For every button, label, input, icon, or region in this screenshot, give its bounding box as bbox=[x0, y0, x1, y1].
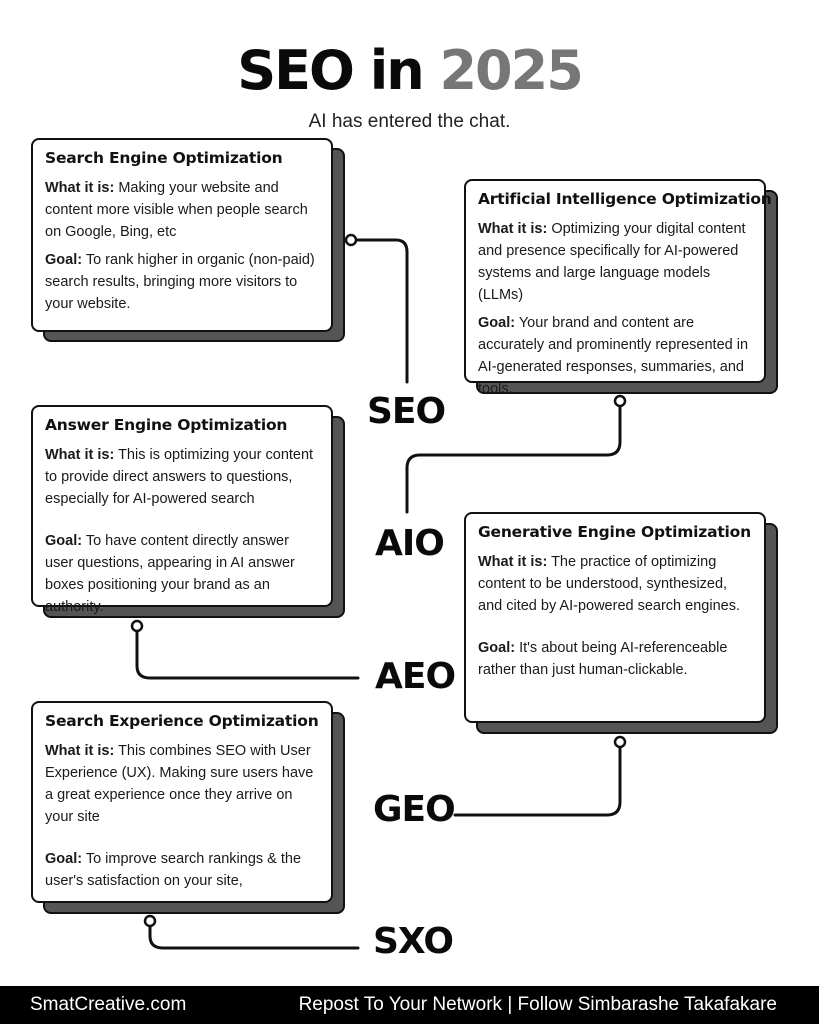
connector-aeo bbox=[137, 626, 358, 678]
aio-goal-label: Goal: bbox=[478, 315, 516, 331]
seo-card-goal bbox=[45, 249, 319, 315]
geo-goal-label: Goal: bbox=[478, 640, 516, 656]
aeo-card-title: Answer Engine Optimization bbox=[45, 416, 288, 434]
seo-what-text: Making your website and content more visible when people search on Google, Bing, etc bbox=[45, 180, 308, 240]
sxo-what-text: This combines SEO with User Experience (UX). Making sure users have a great experience once they arrive on your site bbox=[45, 743, 314, 825]
seo-card-title: Search Engine Optimization bbox=[45, 149, 283, 167]
seo-goal-text: To rank higher in organic (non-paid) search results, bringing more visitors to your website. bbox=[45, 252, 315, 312]
seo-goal-label: Goal: bbox=[45, 252, 83, 268]
aeo-what-text: This is optimizing your content to provide direct answers to questions, especially for AI-powered search bbox=[45, 447, 314, 507]
aeo-goal-text: To have content directly answer user questions, appearing in AI answer boxes positioning your brand as an authority. bbox=[45, 533, 295, 615]
geo-card bbox=[464, 512, 766, 723]
aeo-card-what bbox=[45, 444, 319, 510]
seo-card-what bbox=[45, 177, 319, 243]
acronym-geo: GEO bbox=[373, 789, 455, 830]
aio-card-goal bbox=[478, 312, 752, 400]
aio-card bbox=[464, 179, 772, 397]
connector-sxo bbox=[150, 921, 358, 948]
sxo-goal-label: Goal: bbox=[45, 851, 83, 867]
title-year: 2025 bbox=[439, 39, 582, 102]
aio-card-what bbox=[478, 218, 752, 306]
title-main: SEO in bbox=[237, 39, 423, 102]
aeo-card-goal bbox=[45, 530, 319, 618]
connector-seo bbox=[356, 240, 407, 382]
sxo-card-what bbox=[45, 740, 319, 828]
geo-card-goal bbox=[478, 637, 752, 681]
acronym-aeo: AEO bbox=[375, 656, 456, 697]
aio-card-title: Artificial Intelligence Optimization bbox=[478, 190, 772, 208]
connector-dot-seo bbox=[346, 235, 356, 245]
acronym-sxo: SXO bbox=[373, 921, 454, 962]
seo-card bbox=[31, 138, 333, 332]
aeo-goal-label: Goal: bbox=[45, 533, 83, 549]
footer-site-link[interactable]: SmatCreative.com bbox=[30, 994, 187, 1015]
aio-what-label: What it is: bbox=[478, 221, 548, 237]
sxo-what-label: What it is: bbox=[45, 743, 115, 759]
sxo-card bbox=[31, 701, 333, 903]
subtitle: AI has entered the chat. bbox=[308, 111, 511, 132]
connector-dot-aeo bbox=[132, 621, 142, 631]
aeo-what-label: What it is: bbox=[45, 447, 115, 463]
sxo-card-goal bbox=[45, 848, 319, 892]
connector-dot-geo bbox=[615, 737, 625, 747]
sxo-card-title: Search Experience Optimization bbox=[45, 712, 319, 730]
footer-cta: Repost To Your Network | Follow Simbarashe Takafakare bbox=[298, 994, 777, 1015]
geo-goal-text: It's about being AI-referenceable rather than just human-clickable. bbox=[478, 640, 728, 678]
connector-geo bbox=[455, 742, 620, 815]
connector-dot-sxo bbox=[145, 916, 155, 926]
acronym-aio: AIO bbox=[375, 523, 444, 564]
geo-card-what bbox=[478, 551, 752, 617]
aeo-card bbox=[31, 405, 333, 615]
footer-bar bbox=[0, 986, 819, 1024]
acronym-seo: SEO bbox=[367, 391, 446, 432]
geo-what-text: The practice of optimizing content to be understood, synthesized, and cited by AI-powered search engines. bbox=[478, 554, 740, 614]
sxo-goal-text: To improve search rankings & the user's satisfaction on your site, bbox=[45, 851, 302, 889]
geo-what-label: What it is: bbox=[478, 554, 548, 570]
geo-card-title: Generative Engine Optimization bbox=[478, 523, 751, 541]
aio-goal-text: Your brand and content are accurately and prominently represented in AI-generated responses, summaries, and tools. bbox=[478, 315, 749, 397]
seo-what-label: What it is: bbox=[45, 180, 115, 196]
aio-what-text: Optimizing your digital content and presence specifically for AI-powered systems and large language models (LLMs) bbox=[478, 221, 746, 303]
